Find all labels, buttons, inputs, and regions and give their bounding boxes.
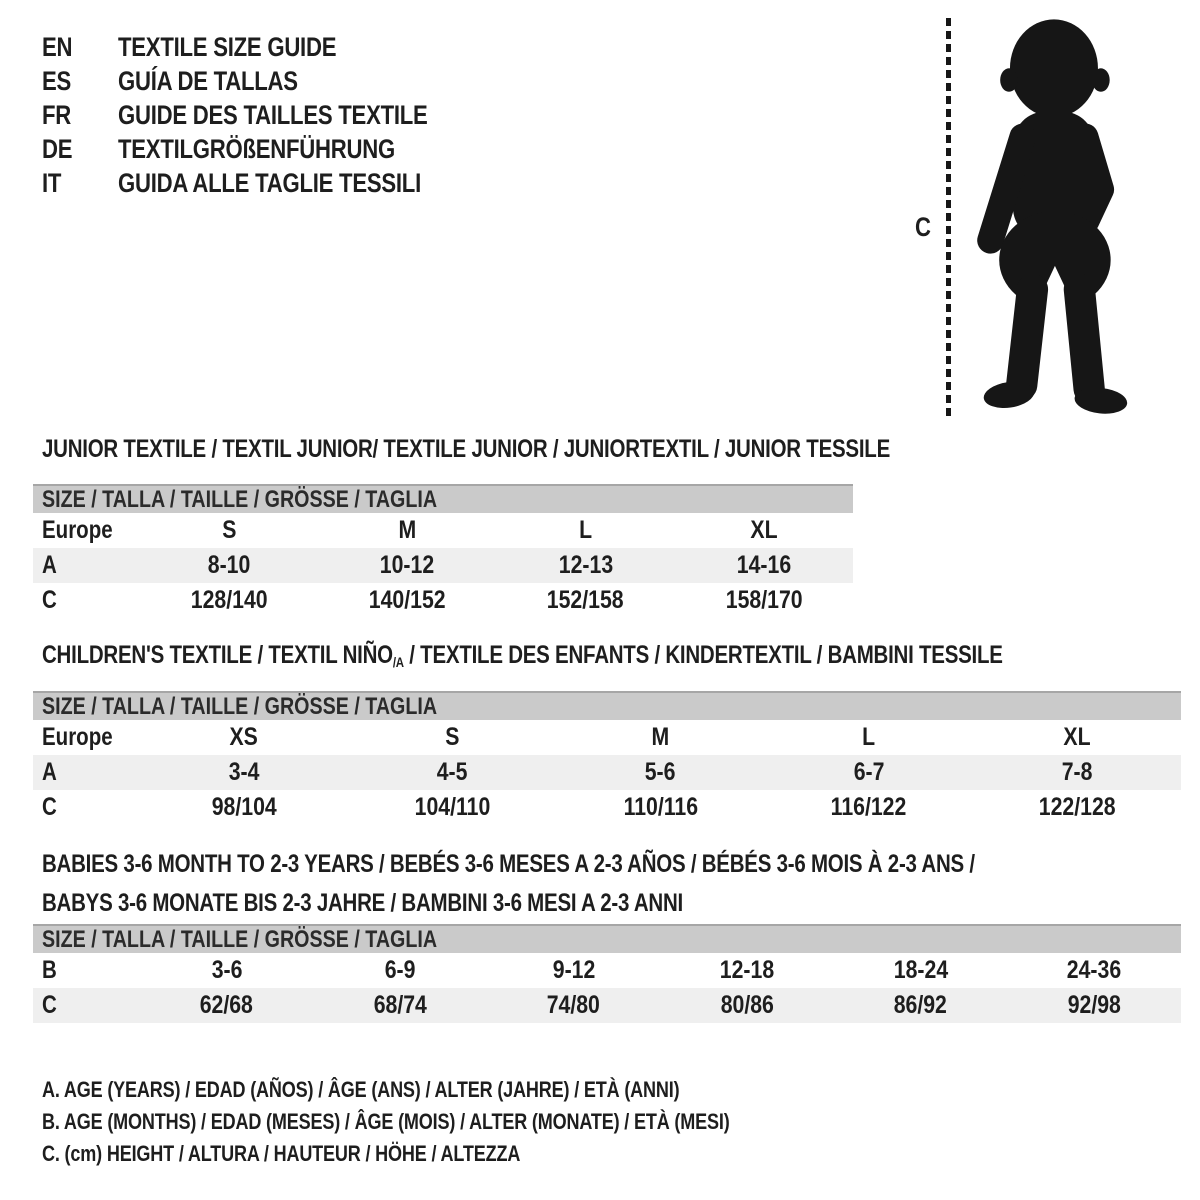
cell: 92/98: [1067, 991, 1121, 1019]
legend-line-b: B. AGE (MONTHS) / EDAD (MESES) / ÂGE (MOIS) / ALTER (MONATE) / ETÀ (MESI): [42, 1109, 730, 1134]
cell: 152/158: [547, 586, 625, 614]
guide-title-it: GUIDA ALLE TAGLIE TESSILI: [118, 168, 421, 198]
cell: S: [445, 723, 460, 751]
cell: L: [862, 723, 876, 751]
cell: 104/110: [414, 793, 491, 821]
table-row-months: [33, 953, 1181, 988]
cell: 74/80: [547, 991, 601, 1019]
babies-section-title: [42, 845, 1180, 923]
cell: 6-9: [384, 956, 416, 984]
cell: 98/104: [211, 793, 277, 821]
table-row-age: [33, 548, 853, 583]
row-label: A: [42, 758, 57, 786]
baby-leg-right: [1079, 289, 1089, 389]
cell: M: [651, 723, 670, 751]
row-label: C: [42, 793, 57, 821]
cell: 18-24: [893, 956, 948, 984]
language-header: [42, 30, 496, 200]
cell: S: [222, 516, 237, 544]
cell: 110/116: [623, 793, 698, 821]
table-row-europe: [33, 513, 853, 548]
babies-title-line1: BABIES 3-6 MONTH TO 2-3 YEARS / BEBÉS 3-6 MESES A 2-3 AÑOS / BÉBÉS 3-6 MOIS À 2-3 ANS /: [42, 850, 975, 878]
cell: 128/140: [190, 586, 268, 614]
lang-code: ES: [42, 66, 72, 96]
cell: 7-8: [1061, 758, 1093, 786]
guide-title-fr: GUIDE DES TAILLES TEXTILE: [118, 100, 428, 130]
table-row-age: [33, 755, 1181, 790]
size-header-bar: SIZE / TALLA / TAILLE / GRÖSSE / TAGLIA: [33, 924, 1181, 953]
row-label: Europe: [42, 516, 113, 544]
nino-a-subscript: /A: [392, 654, 404, 670]
cell: 4-5: [436, 758, 468, 786]
cell: XS: [229, 723, 259, 751]
row-label: A: [42, 551, 57, 579]
cell: 86/92: [894, 991, 948, 1019]
lang-row-it: [42, 166, 496, 200]
cell: 140/152: [368, 586, 446, 614]
cell: 8-10: [207, 551, 251, 579]
junior-size-table: [33, 484, 853, 618]
cell: 122/128: [1038, 793, 1116, 821]
children-section-title: CHILDREN'S TEXTILE / TEXTIL NIÑO/A / TEXTILE DES ENFANTS / KINDERTEXTIL / BAMBINI TESSILE: [42, 641, 1003, 670]
lang-code: FR: [42, 100, 72, 130]
baby-ear-left: [1000, 68, 1018, 91]
table-row-europe: [33, 720, 1181, 755]
cell: 80/86: [720, 991, 774, 1019]
table-row-height: [33, 988, 1181, 1023]
children-size-table: [33, 691, 1181, 825]
lang-code: EN: [42, 32, 73, 62]
table-row-height: [33, 583, 853, 618]
row-label: B: [42, 956, 57, 984]
cell: 3-6: [211, 956, 243, 984]
cell: 10-12: [380, 551, 435, 579]
lang-row-de: [42, 132, 496, 166]
cell: 12-13: [558, 551, 613, 579]
guide-title-es: GUÍA DE TALLAS: [118, 66, 298, 96]
cell: 3-4: [228, 758, 260, 786]
lang-row-fr: [42, 98, 496, 132]
babies-title-line2: BABYS 3-6 MONATE BIS 2-3 JAHRE / BAMBINI 3-6 MESI A 2-3 ANNI: [42, 889, 683, 917]
cell: 116/122: [830, 793, 907, 821]
cell: 158/170: [725, 586, 803, 614]
cell: 68/74: [373, 991, 427, 1019]
babies-size-table: [33, 924, 1181, 1023]
baby-leg-left: [1022, 289, 1033, 385]
cell: XL: [1063, 723, 1091, 751]
size-header-bar: SIZE / TALLA / TAILLE / GRÖSSE / TAGLIA: [33, 691, 1181, 720]
baby-head: [1010, 19, 1098, 117]
guide-title-en: TEXTILE SIZE GUIDE: [118, 32, 337, 62]
height-dashed-line: [946, 18, 951, 416]
table-row-height: [33, 790, 1181, 825]
row-label: C: [42, 991, 57, 1019]
cell: 24-36: [1067, 956, 1122, 984]
legend-line-c: C. (cm) HEIGHT / ALTURA / HAUTEUR / HÖHE / ALTEZZA: [42, 1141, 521, 1166]
cell: M: [398, 516, 417, 544]
lang-row-es: [42, 64, 496, 98]
junior-section-title: JUNIOR TEXTILE / TEXTIL JUNIOR/ TEXTILE JUNIOR / JUNIORTEXTIL / JUNIOR TESSILE: [42, 435, 891, 463]
cell: 6-7: [853, 758, 885, 786]
cell: 9-12: [552, 956, 596, 984]
cell: XL: [750, 516, 778, 544]
cell: 62/68: [200, 991, 254, 1019]
size-header-bar: SIZE / TALLA / TAILLE / GRÖSSE / TAGLIA: [33, 484, 853, 513]
row-label: C: [42, 586, 57, 614]
lang-row-en: [42, 30, 496, 64]
lang-code: DE: [42, 134, 73, 164]
row-label: Europe: [42, 723, 113, 751]
baby-silhouette-image: [964, 12, 1140, 416]
legend-line-a: A. AGE (YEARS) / EDAD (AÑOS) / ÂGE (ANS) / ALTER (JAHRE) / ETÀ (ANNI): [42, 1077, 680, 1102]
cell: L: [579, 516, 593, 544]
lang-code: IT: [42, 168, 62, 198]
cell: 14-16: [736, 551, 792, 579]
guide-title-de: TEXTILGRÖßENFÜHRUNG: [118, 134, 395, 164]
baby-arm-right: [1085, 137, 1101, 221]
cell: 12-18: [720, 956, 775, 984]
cell: 5-6: [645, 758, 676, 786]
height-measure-label: C: [915, 212, 931, 242]
baby-ear-right: [1092, 68, 1110, 91]
